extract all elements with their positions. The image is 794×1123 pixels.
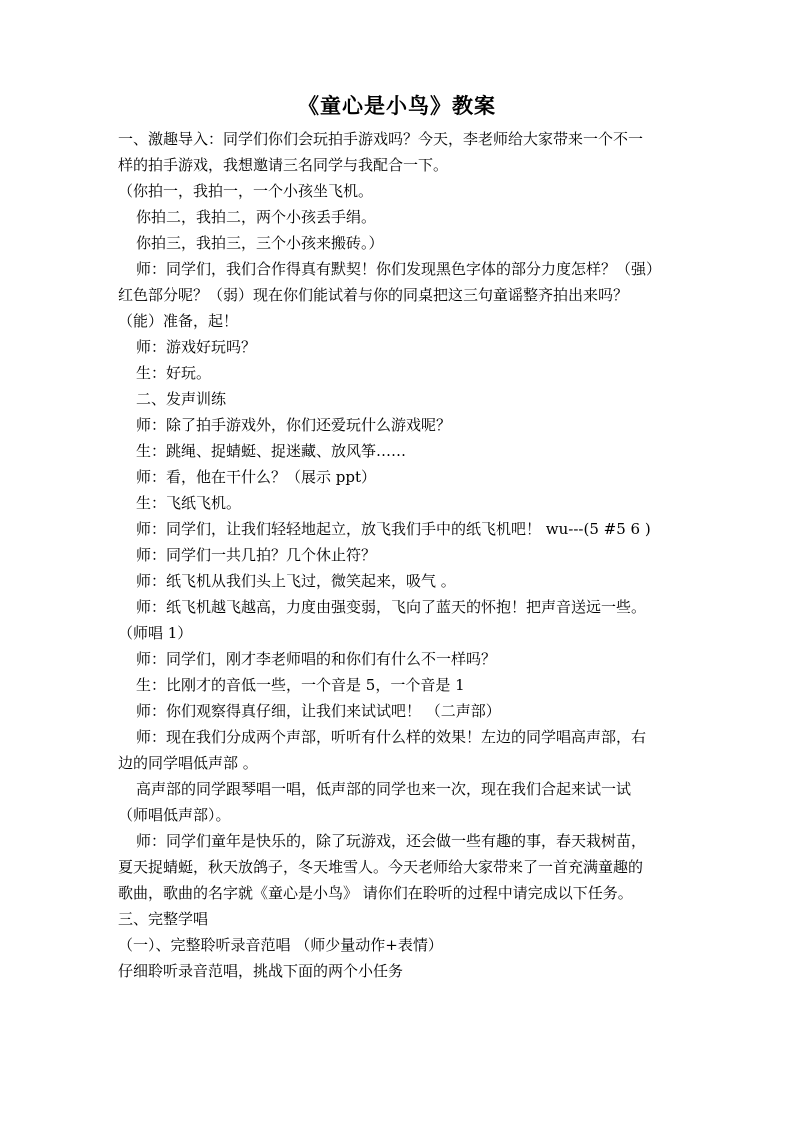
paragraph-line: 夏天捉蜻蜓，秋天放鸽子，冬天堆雪人。今天老师给大家带来了一首充满童趣的 [118, 858, 644, 876]
paragraph-line: 师：纸飞机从我们头上飞过，微笑起来，吸气 。 [136, 572, 456, 590]
document-title: 《童心是小鸟》教案 [298, 93, 496, 118]
paragraph-line: 师：纸飞机越飞越高，力度由强变弱，飞向了蓝天的怀抱！把声音送远一些。 [136, 598, 647, 616]
paragraph-line: 师：游戏好玩吗？ [136, 338, 257, 356]
paragraph-line: 师：同学们童年是快乐的，除了玩游戏，还会做一些有趣的事，春天栽树苗， [136, 832, 647, 850]
paragraph-line: 生：好玩。 [136, 364, 212, 382]
paragraph-line: 师：现在我们分成两个声部，听听有什么样的效果！左边的同学唱高声部，右 [136, 728, 647, 746]
paragraph-line: （能）准备，起！ [118, 312, 239, 330]
paragraph-line: （你拍一，我拍一，一个小孩坐飞机。 [118, 182, 374, 200]
paragraph-line: （师唱低声部）。 [118, 806, 231, 824]
paragraph-line: 师：除了拍手游戏外，你们还爱玩什么游戏呢？ [136, 416, 452, 434]
paragraph-line: 你拍三，我拍三，三个小孩来搬砖。） [136, 234, 384, 252]
paragraph-line: 师：同学们，我们合作得真有默契！你们发现黑色字体的部分力度怎样？（强） [136, 260, 662, 278]
paragraph-line: 高声部的同学跟琴唱一唱，低声部的同学也来一次，现在我们合起来试一试 [136, 780, 632, 798]
paragraph-line: 你拍二，我拍二，两个小孩丢手绢。 [136, 208, 377, 226]
paragraph-line: 生：比刚才的音低一些，一个音是 5，一个音是 1 [136, 676, 465, 694]
document-body [118, 126, 678, 984]
paragraph-line: 边的同学唱低声部 。 [118, 754, 258, 772]
paragraph-line: 生：飞纸飞机。 [136, 494, 242, 512]
paragraph-line: 仔细聆听录音范唱，挑战下面的两个小任务 [118, 962, 404, 980]
paragraph-line: 歌曲，歌曲的名字就《童心是小鸟》 请你们在聆听的过程中请完成以下任务。 [118, 884, 633, 902]
paragraph-line: 师：同学们，刚才李老师唱的和你们有什么不一样吗？ [136, 650, 497, 668]
paragraph-line: 师：你们观察得真仔细，让我们来试试吧！ （二声部） [136, 702, 501, 720]
paragraph-line: 一、激趣导入：同学们你们会玩拍手游戏吗？今天，李老师给大家带来一个不一 [118, 130, 644, 148]
paragraph-line: 师：同学们，让我们轻轻地起立，放飞我们手中的纸飞机吧！ wu---(5 #5 6 ) [136, 520, 651, 538]
paragraph-line: 师：看，他在干什么？（展示 ppt） [136, 468, 377, 486]
paragraph-line: 样的拍手游戏，我想邀请三名同学与我配合一下。 [118, 156, 449, 174]
section-heading: 三、完整学唱 [118, 910, 209, 928]
paragraph-line: （师唱 1） [118, 624, 193, 642]
paragraph-line: 师：同学们一共几拍？几个休止符？ [136, 546, 377, 564]
section-heading: 二、发声训练 [136, 390, 227, 408]
paragraph-line: 生：跳绳、捉蜻蜓、捉迷藏、放风筝…… [136, 442, 407, 460]
subsection-heading: （一）、完整聆听录音范唱 （师少量动作+表情） [118, 936, 443, 954]
paragraph-line: 红色部分呢？（弱）现在你们能试着与你的同桌把这三句童谣整齐拍出来吗？ [118, 286, 629, 304]
